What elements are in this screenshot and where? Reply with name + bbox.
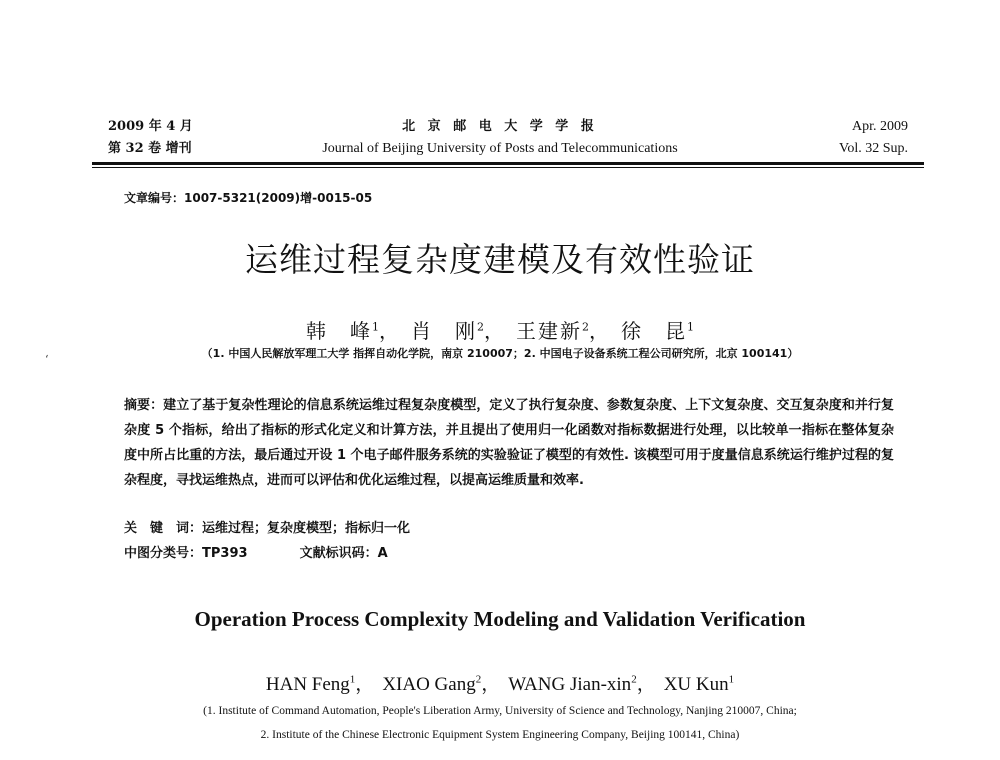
header-rule-thick [92,162,924,165]
title-en: Operation Process Complexity Modeling and Validation Verification [194,607,806,631]
en-author-name: WANG Jian-xin [508,674,632,696]
doc-code-label: 文献标识码： [299,546,378,561]
cn-author-separator: ， [379,318,401,343]
abstract-label: 摘要： [124,398,164,413]
en-author-name: XU Kun [663,674,729,696]
authors-cn [0,315,1000,343]
cn-author-affil-index: 1 [372,320,379,333]
en-author-affil-index: 1 [349,674,356,686]
cn-author-name: 肖 刚 [411,318,477,343]
keywords-label: 关 键 词： [124,521,203,536]
clc-label: 中图分类号： [124,546,203,561]
abstract [124,393,894,493]
en-author [266,674,374,695]
article-number: 文章编号：1007-5321(2009)增-0015-05 [124,191,373,205]
cn-author [621,319,694,343]
cn-author-affil-index: 2 [582,320,589,333]
header-date: 2009 年 4 月 [108,119,193,134]
en-author-separator: ， [636,674,656,696]
keywords-text: 运维过程；复杂度模型；指标归一化 [202,521,411,536]
en-author [508,674,655,695]
abstract-text: 建立了基于复杂性理论的信息系统运维过程复杂度模型，定义了执行复杂度、参数复杂度、上下文复杂度、交互复杂度和并行复杂度 5 个指标，给出了指标的形式化定义和计算方法，并且提出了使用归一化函数对指标数据进行处理，以比较单一指标在整体复杂度中所占比重的方法，最后通过开设 1 个电子邮件服务系统的实验验证了模型的有效性. 该模型可用于度量信息系统运行维护过程的复杂程度，寻找运维热点，进而可以评估和优化运维过程，以提高运维质量和效率. [124,398,894,488]
cn-author [411,319,506,343]
affiliation-en-line1: (1. Institute of Command Automation, People's Liberation Army, University of Science and Technology, Nanjing 210007, China; [203,705,797,717]
doc-code-value: A [377,546,388,561]
journal-name-en: Journal of Beijing University of Posts and Telecommunications [322,141,678,156]
en-author-name: HAN Feng [265,674,350,696]
header-date-en: Apr. 2009 [852,119,908,134]
header-rule-thin [92,167,924,168]
authors-en [0,668,1000,697]
en-author-name: XIAO Gang [382,674,476,696]
en-author-affil-index: 1 [728,674,735,686]
cn-author-affil-index: 1 [687,320,694,333]
keywords [124,520,410,538]
header-volume: 第 32 卷 增刊 [108,141,192,156]
cn-author [306,319,401,343]
cn-author-name: 王建新 [516,318,582,343]
affiliation-cn: （1. 中国人民解放军理工大学 指挥自动化学院，南京 210007；2. 中国电子设备系统工程公司研究所，北京 100141） [201,347,799,360]
en-author-separator: ， [481,674,501,696]
cn-author [516,319,611,343]
en-author [382,674,500,695]
affiliation-en-line2: 2. Institute of the Chinese Electronic Equipment System Engineering Company, Beijing 100141, China) [260,729,740,741]
en-author-affil-index: 2 [475,674,482,686]
cn-author-name: 徐 昆 [621,318,687,343]
cn-author-affil-index: 2 [477,320,484,333]
cn-author-name: 韩 峰 [306,318,372,343]
journal-name-cn: 北 京 邮 电 大 学 学 报 [402,119,598,134]
stray-mark: ‘ [45,353,49,366]
en-author [664,674,734,695]
en-author-separator: ， [355,674,375,696]
cn-author-separator: ， [589,318,611,343]
clc-value: TP393 [202,546,248,561]
title-cn: 运维过程复杂度建模及有效性验证 [245,240,755,279]
classification [124,545,388,563]
header-volume-en: Vol. 32 Sup. [839,141,908,156]
en-author-affil-index: 2 [631,674,637,686]
cn-author-separator: ， [484,318,506,343]
